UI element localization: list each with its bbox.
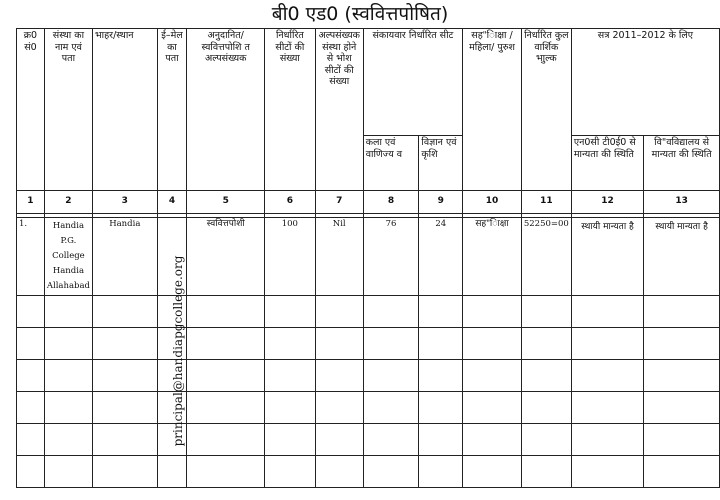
ncte-status: स्थायी मान्यता है	[571, 218, 643, 296]
header-university-recognition: वि"वविद्यालय से मान्यता की स्थिति	[644, 136, 720, 191]
header-science-agriculture: विज्ञान एवं कृशि	[419, 136, 463, 191]
name-line: Handia	[52, 221, 85, 231]
column-number: 1	[17, 191, 45, 214]
column-number: 2	[44, 191, 92, 214]
email-address[interactable]: principal@handiapgcollege.org	[171, 255, 185, 447]
seats: 100	[264, 218, 315, 296]
page-title: बी0 एड0 (स्ववित्तपोषित)	[271, 3, 449, 25]
empty-row	[17, 360, 720, 392]
column-number: 3	[93, 191, 158, 214]
empty-row	[17, 424, 720, 456]
column-number: 13	[644, 191, 720, 214]
header-serial-no: क्र0 सं0	[17, 29, 45, 191]
table-row	[17, 218, 720, 296]
header-session: सत्र 2011–2012 के लिए	[571, 29, 719, 136]
column-number: 8	[363, 191, 419, 214]
column-number: 6	[264, 191, 315, 214]
science-seats: 24	[419, 218, 463, 296]
institution-type: स्ववित्तपोशी	[187, 218, 265, 296]
institution-table	[16, 28, 720, 488]
column-number: 11	[521, 191, 571, 214]
header-annual-fee: निर्धारित कुल वार्शिक भाुल्क	[521, 29, 571, 191]
arts-seats: 76	[363, 218, 419, 296]
annual-fee: 52250=00	[521, 218, 571, 296]
header-facultywise-seats: संकायवार निर्धारित सीट	[363, 29, 462, 136]
email-vertical-wrap	[165, 256, 191, 446]
name-line: Handia	[52, 266, 85, 276]
column-number: 7	[315, 191, 363, 214]
empty-row	[17, 392, 720, 424]
column-number: 5	[187, 191, 265, 214]
name-line: Allahabad	[46, 281, 90, 291]
header-institution-name: संस्था का नाम एवं पता	[44, 29, 92, 191]
column-number: 4	[157, 191, 187, 214]
column-number: 12	[571, 191, 643, 214]
header-coed: सह"िाक्षा / महिला/ पुरुश	[463, 29, 522, 191]
header-email: ई–मेल का पता	[157, 29, 187, 191]
column-number: 10	[463, 191, 522, 214]
header-institution-type: अनुदानित/ स्ववित्तपोशि त अल्पसंख्यक	[187, 29, 265, 191]
header-arts-commerce: कला एवं वाणिज्य व	[363, 136, 419, 191]
minority-seats: Nil	[315, 218, 363, 296]
institution-name	[44, 218, 92, 296]
place: Handia	[93, 218, 158, 296]
column-number: 9	[419, 191, 463, 214]
header-seats: निर्धारित सीटों की संख्या	[264, 29, 315, 191]
university-status: स्थायी मान्यता है	[644, 218, 720, 296]
empty-row	[17, 456, 720, 488]
name-line: College	[52, 251, 85, 261]
empty-row	[17, 296, 720, 328]
header-place: भाहर/स्थान	[93, 29, 158, 191]
serial-no: 1.	[17, 218, 45, 296]
name-line: P.G.	[60, 236, 77, 246]
header-minority-seats: अल्पसंख्यक संस्था होने से भोश सीटों की संख्या	[315, 29, 363, 191]
coed: सह"िाक्षा	[463, 218, 522, 296]
header-ncte-recognition: एन0सी टी0ई0 से मान्यता की स्थिति	[571, 136, 643, 191]
empty-row	[17, 328, 720, 360]
